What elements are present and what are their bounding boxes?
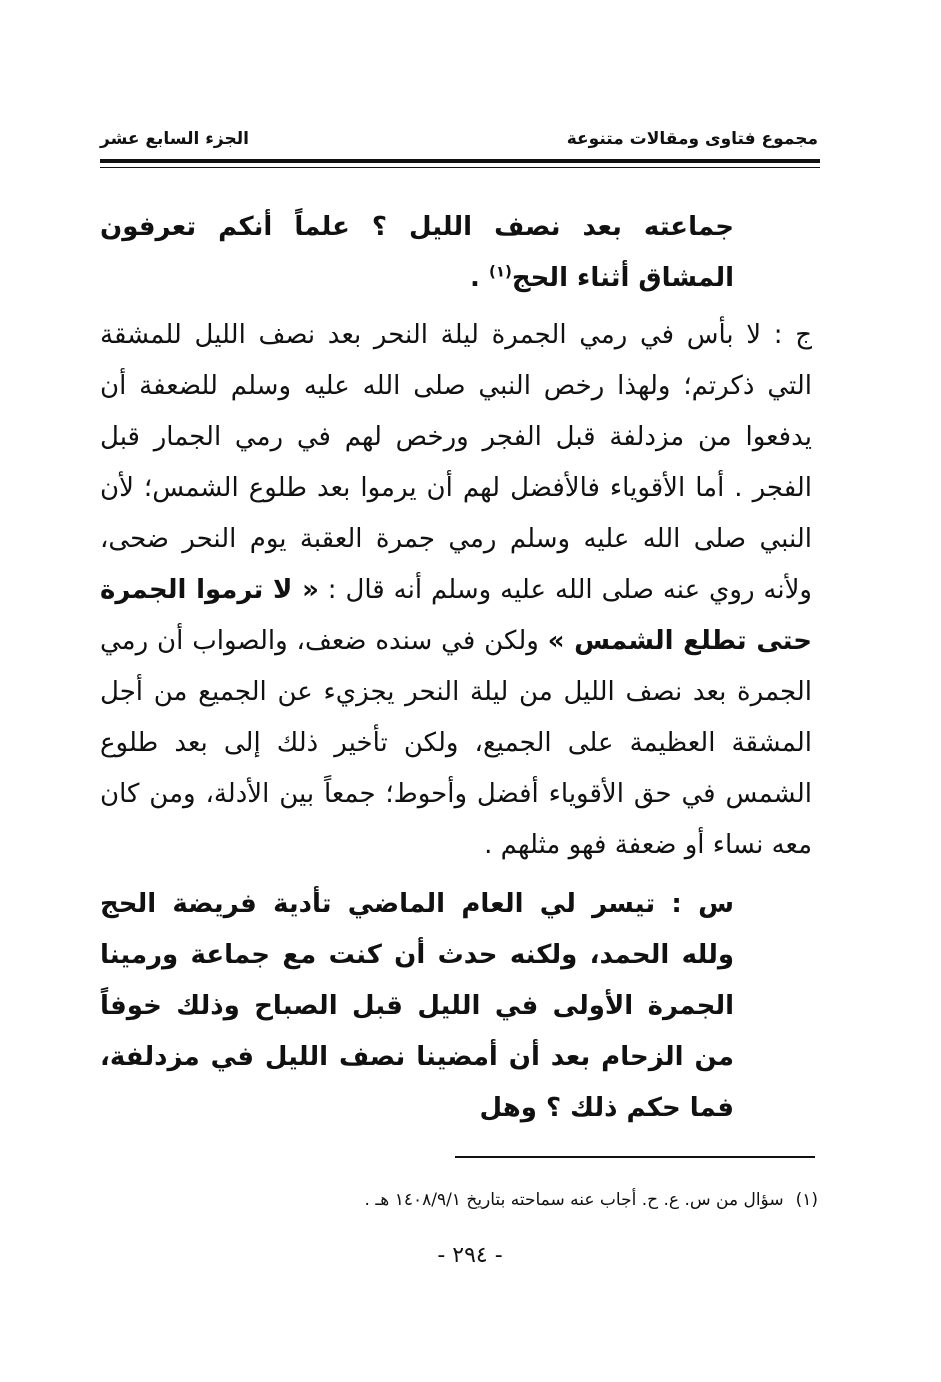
page-number: - ٢٩٤ - bbox=[437, 1243, 503, 1268]
question-text: جماعته بعد نصف الليل ؟ علماً أنكم تعرفون المشاق أثناء الحج bbox=[100, 212, 734, 293]
footnote-number: (١) bbox=[795, 1190, 818, 1210]
hadith-quote: « لا ترموا الجمرة حتى تطلع الشمس » bbox=[100, 575, 812, 656]
volume-label: الجزء السابع عشر bbox=[100, 129, 249, 149]
footnote-rule bbox=[455, 1156, 815, 1158]
footnote bbox=[100, 1190, 818, 1210]
footnote-reference[interactable]: (١) bbox=[488, 262, 512, 281]
question-paragraph: س : تيسر لي العام الماضي تأدية فريضة الحج ولله الحمد، ولكنه حدث أن كنت مع جماعة ورمينا الجمرة الأولى في الليل قبل الصباح وذلك خوفاً من الزحام بعد أن أمضينا نصف الليل في مزدلفة، فما حكم ذلك ؟ وهل bbox=[100, 889, 734, 1123]
book-title: مجموع فتاوى ومقالات متنوعة bbox=[566, 129, 818, 149]
page-body bbox=[100, 202, 812, 1134]
question-continuation bbox=[100, 202, 812, 304]
question-end: . bbox=[470, 263, 489, 293]
answer-text-1: ج : لا بأس في رمي الجمرة ليلة النحر بعد نصف الليل للمشقة التي ذكرتم؛ ولهذا رخص النبي صلى الله عليه وسلم للضعفة أن يدفعوا من مزدلفة قبل الفجر ورخص لهم في رمي الجمار قبل الفجر . أما الأقوياء فالأفضل لهم أن يرموا بعد طلوع الشمس؛ لأن النبي صلى الله عليه وسلم رمي جمرة العقبة يوم النحر ضحى، ولأنه روي عنه صلى الله عليه وسلم أنه قال : bbox=[100, 320, 812, 605]
answer-paragraph bbox=[100, 310, 812, 871]
answer-text-2: ولكن في سنده ضعف، والصواب أن رمي الجمرة بعد نصف الليل من ليلة النحر يجزيء عن الجميع من أجل المشقة العظيمة على الجميع، ولكن تأخير ذلك إلى بعد طلوع الشمس في حق الأقوياء أفضل وأحوط؛ جمعاً بين الأدلة، ومن كان معه نساء أو ضعفة فهو مثلهم . bbox=[100, 626, 812, 860]
footnote-text: سؤال من س. ع. ح. أجاب عنه سماحته بتاريخ ١٤٠٨/٩/١ هـ . bbox=[364, 1190, 784, 1210]
header-rule-thin bbox=[100, 167, 820, 168]
header-rule-thick bbox=[100, 159, 820, 163]
running-header bbox=[100, 125, 818, 157]
